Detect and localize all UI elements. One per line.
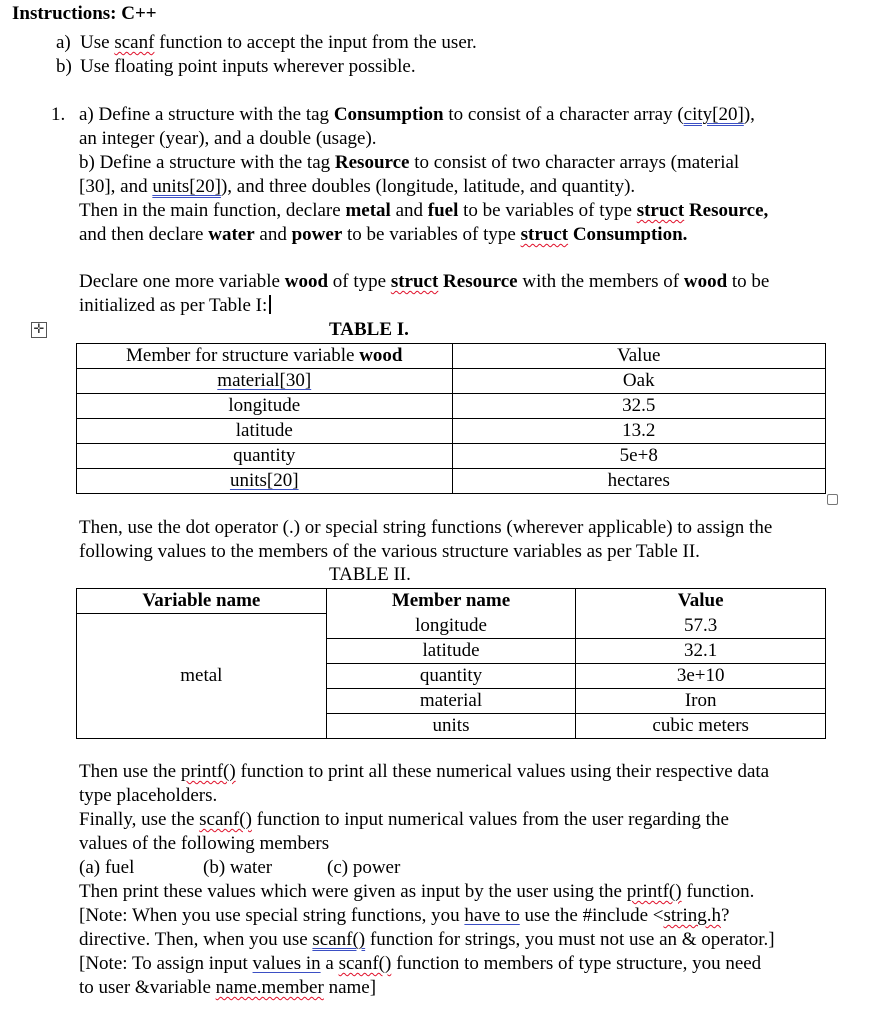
note-line-4: to user &variable name.member name] (79, 977, 377, 998)
table2-member: latitude (326, 638, 576, 663)
q1-line-2: an integer (year), and a double (usage). (79, 128, 377, 149)
grammar-flag[interactable]: units[20] (152, 176, 221, 197)
q1-line-3: b) Define a structure with the tag Resource to consist of two character arrays (material (79, 152, 740, 173)
instruction-b: Use floating point inputs wherever possible. (80, 56, 416, 77)
table2-header-member: Member name (326, 589, 576, 614)
resize-handle-icon[interactable] (827, 494, 838, 505)
option-fuel: (a) fuel (79, 857, 135, 878)
q1-line-5: Then in the main function, declare metal and fuel to be variables of type struct Resource, (79, 200, 769, 221)
table2-value: Iron (576, 688, 826, 713)
closing-line-2: type placeholders. (79, 785, 218, 806)
closing-line-4: values of the following members (79, 833, 330, 854)
table2 (76, 588, 826, 739)
q1-line-1: a) Define a structure with the tag Consumption to consist of a character array (city[20]), (79, 104, 755, 125)
grammar-flag[interactable]: scanf() (312, 929, 366, 950)
note-line-2: directive. Then, when you use scanf() function for strings, you must not use an & operator.] (79, 929, 775, 950)
table1-member: units[20] (77, 469, 453, 494)
table1-value: Oak (452, 369, 825, 394)
move-handle-icon[interactable]: ✛ (31, 322, 47, 338)
spell-flag[interactable]: struct (636, 200, 685, 221)
table2-header-row (77, 589, 826, 614)
instructions-title: Instructions: C++ (12, 3, 157, 24)
closing-line-1: Then use the printf() function to print all these numerical values using their respective data (79, 761, 770, 782)
wood-line-2[interactable]: initialized as per Table I: (79, 294, 271, 318)
closing-line-6: Then print these values which were given as input by the user using the printf() function. (79, 881, 755, 902)
table2-header-value: Value (576, 589, 826, 614)
grammar-flag[interactable]: values in (252, 953, 321, 974)
instruction-a: Use scanf function to accept the input from the user. (80, 32, 477, 53)
dot-line-1: Then, use the dot operator (.) or special string functions (wherever applicable) to assign the (79, 517, 773, 538)
option-water: (b) water (203, 857, 273, 878)
table2-header-variable: Variable name (77, 589, 327, 614)
spell-flag[interactable]: string.h (663, 905, 722, 926)
table2-title: TABLE II. (329, 564, 411, 585)
table1-title: TABLE I. (329, 319, 409, 340)
spell-flag[interactable]: struct (390, 271, 439, 292)
spell-flag[interactable]: printf() (180, 761, 236, 782)
table2-value: 32.1 (576, 638, 826, 663)
table1-value: 13.2 (452, 419, 825, 444)
table-row (77, 419, 826, 444)
spell-flag[interactable]: scanf() (338, 953, 392, 974)
dot-line-2: following values to the members of the various structure variables as per Table II. (79, 541, 700, 562)
wood-line-1: Declare one more variable wood of type struct Resource with the members of wood to be (79, 271, 770, 292)
table1 (76, 343, 826, 494)
table1-header-value: Value (452, 344, 825, 369)
spell-flag[interactable]: scanf() (199, 809, 252, 830)
spell-flag[interactable]: printf() (626, 881, 682, 902)
table-row (77, 469, 826, 494)
table-row (77, 614, 826, 639)
table1-header-row (77, 344, 826, 369)
table-row (77, 369, 826, 394)
table2-member: material (326, 688, 576, 713)
question-number: 1. (51, 104, 66, 125)
spell-flag[interactable]: name.member (215, 977, 324, 998)
closing-line-3: Finally, use the scanf() function to input numerical values from the user regarding the (79, 809, 729, 830)
q1-line-6: and then declare water and power to be variables of type struct Consumption. (79, 224, 688, 245)
grammar-flag[interactable]: city[20] (683, 104, 744, 125)
note-line-1: [Note: When you use special string functions, you have to use the #include <string.h? (79, 905, 730, 926)
table-row (77, 444, 826, 469)
table2-value: 57.3 (576, 614, 826, 639)
spell-flag[interactable]: scanf (114, 32, 155, 53)
table1-member: latitude (77, 419, 453, 444)
table1-member: quantity (77, 444, 453, 469)
spell-flag[interactable]: struct (520, 224, 569, 245)
table2-value: 3e+10 (576, 663, 826, 688)
q1-line-4: [30], and units[20]), and three doubles (longitude, latitude, and quantity). (79, 176, 636, 197)
text-cursor (269, 295, 271, 314)
note-line-3: [Note: To assign input values in a scanf() function to members of type structure, you need (79, 953, 762, 974)
table1-member: longitude (77, 394, 453, 419)
table1-value: 5e+8 (452, 444, 825, 469)
table2-member: longitude (326, 614, 576, 639)
table2-variable: metal (77, 614, 327, 739)
instruction-b-marker: b) (56, 56, 72, 77)
table-row (77, 394, 826, 419)
grammar-flag[interactable]: have to (464, 905, 520, 926)
table1-header-member: Member for structure variable wood (77, 344, 453, 369)
table1-value: hectares (452, 469, 825, 494)
table2-member: units (326, 713, 576, 738)
table1-member: material[30] (77, 369, 453, 394)
option-power: (c) power (327, 857, 401, 878)
table2-value: cubic meters (576, 713, 826, 738)
table2-member: quantity (326, 663, 576, 688)
table1-value: 32.5 (452, 394, 825, 419)
instruction-a-marker: a) (56, 32, 71, 53)
